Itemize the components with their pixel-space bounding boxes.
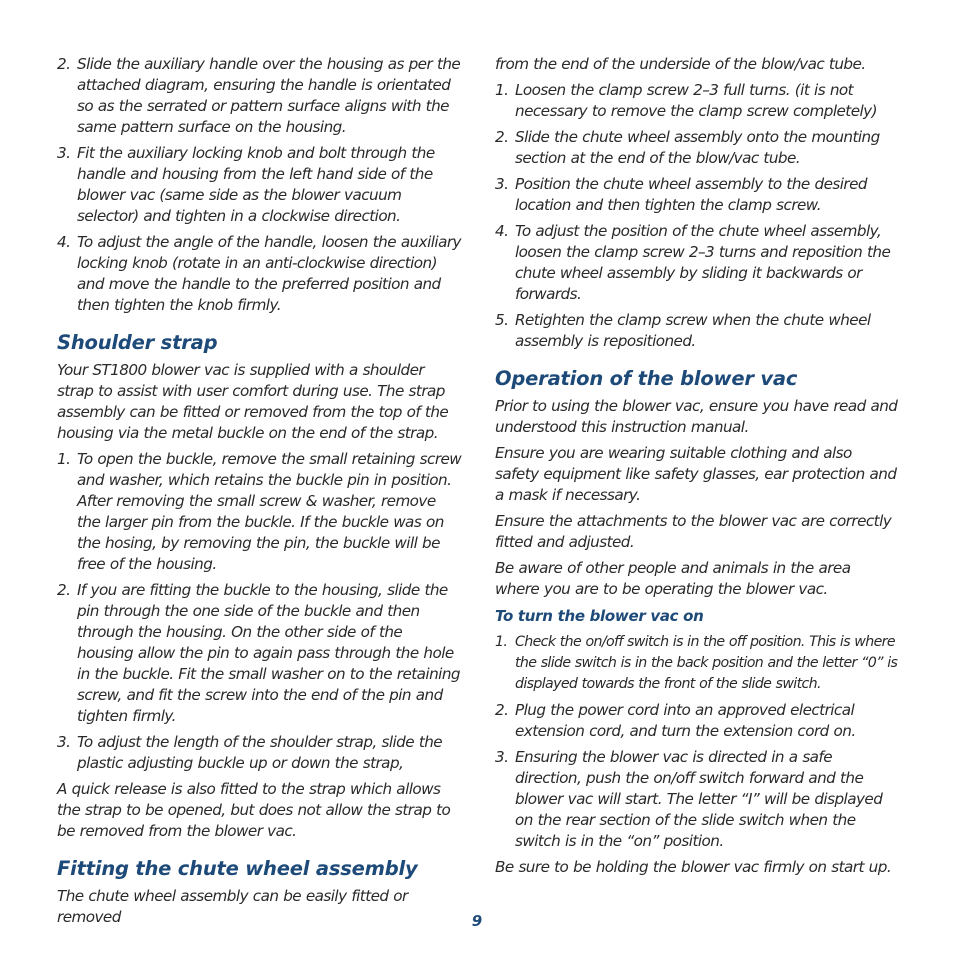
list-text: Ensuring the blower vac is directed in a safe direction, push the on/off switch forward and the blower vac will start. The letter “I” will be displayed on the rear section of the slide switch when the switch is in the “on” position. [515,748,883,850]
list-item [495,700,899,742]
list-number: 1. [495,81,509,99]
list-text: To adjust the angle of the handle, loosen the auxiliary locking knob (rotate in an anti-clockwise direction) and move the handle to the preferred position and then tighten the knob firmly. [77,233,461,314]
list-text: Fit the auxiliary locking knob and bolt through the handle and housing from the left hand side of the blower vac (same side as the blower vacuum selector) and tighten in a clockwise direction. [77,144,435,225]
paragraph: Be sure to be holding the blower vac firmly on start up. [495,858,892,876]
paragraph: A quick release is also fitted to the strap which allows the strap to be opened, but does not allow the strap to be removed from the blower vac. [57,780,451,840]
list-number: 1. [495,634,508,650]
section-heading-shoulder-strap: Shoulder strap [57,331,218,354]
section-heading-chute-wheel: Fitting the chute wheel assembly [57,857,418,880]
list-number: 2. [495,701,509,719]
list-number: 3. [495,175,509,193]
list-text: If you are fitting the buckle to the housing, slide the pin through the one side of the buckle and then through the housing. On the other side of the housing allow the pin to again pass through the hole in the buckle. Fit the small washer on to the retaining screw, and fit the screw into the end of the pin and tighten firmly. [77,581,461,725]
paragraph: from the end of the underside of the blow/vac tube. [495,55,866,73]
list-item [495,80,899,122]
list-item [495,127,899,169]
list-number: 4. [495,222,509,240]
paragraph: Ensure the attachments to the blower vac are correctly fitted and adjusted. [495,512,892,551]
list-text: Slide the chute wheel assembly onto the mounting section at the end of the blow/vac tube. [515,128,880,167]
list-item [495,221,899,305]
list-text: To adjust the position of the chute wheel assembly, loosen the clamp screw 2–3 turns and reposition the chute wheel assembly by sliding it backwards or forwards. [515,222,891,303]
list-number: 3. [495,748,509,766]
list-text: To open the buckle, remove the small retaining screw and washer, which retains the buckle pin in position. After removing the small screw & washer, remove the larger pin from the buckle. If the buckle was on the hosing, by removing the pin, the buckle will be free of the housing. [77,450,462,573]
list-item [495,174,899,216]
paragraph: Prior to using the blower vac, ensure you have read and understood this instruction manual. [495,397,898,436]
list-number: 2. [57,55,71,73]
list-item [57,732,462,774]
right-column [495,54,899,883]
paragraph: Your ST1800 blower vac is supplied with a shoulder strap to assist with user comfort during use. The strap assembly can be fitted or removed from the top of the housing via the metal buckle on the end of the strap. [57,361,449,442]
paragraph: Be aware of other people and animals in the area where you are to be operating the blower vac. [495,559,851,598]
list-number: 1. [57,450,71,468]
page-number: 9 [471,912,483,930]
list-text: Check the on/off switch is in the off position. This is where the slide switch is in the back position and the letter “0” is displayed towards the front of the slide switch. [515,634,898,692]
list-item [495,632,899,695]
list-number: 5. [495,311,509,329]
list-item [57,232,462,316]
subheading-turn-on: To turn the blower vac on [495,607,704,625]
list-number: 3. [57,144,71,162]
paragraph: The chute wheel assembly can be easily fitted or removed [57,887,408,926]
list-text: Retighten the clamp screw when the chute wheel assembly is repositioned. [515,311,871,350]
list-text: Position the chute wheel assembly to the desired location and then tighten the clamp screw. [515,175,867,214]
list-item [57,580,462,727]
list-number: 3. [57,733,71,751]
list-text: Loosen the clamp screw 2–3 full turns. (it is not necessary to remove the clamp screw completely) [515,81,877,120]
list-item [495,747,899,852]
list-item [495,310,899,352]
list-number: 2. [495,128,509,146]
left-column [57,54,462,933]
list-text: To adjust the length of the shoulder strap, slide the plastic adjusting buckle up or down the strap, [77,733,443,772]
list-item [57,449,462,575]
paragraph: Ensure you are wearing suitable clothing and also safety equipment like safety glasses, ear protection and a mask if necessary. [495,444,897,504]
section-heading-operation: Operation of the blower vac [495,367,798,390]
list-item [57,143,462,227]
list-text: Plug the power cord into an approved electrical extension cord, and turn the extension cord on. [515,701,856,740]
list-item [57,54,462,138]
list-number: 2. [57,581,71,599]
list-text: Slide the auxiliary handle over the housing as per the attached diagram, ensuring the handle is orientated so as the serrated or pattern surface aligns with the same pattern surface on the housing. [77,55,461,136]
list-number: 4. [57,233,71,251]
